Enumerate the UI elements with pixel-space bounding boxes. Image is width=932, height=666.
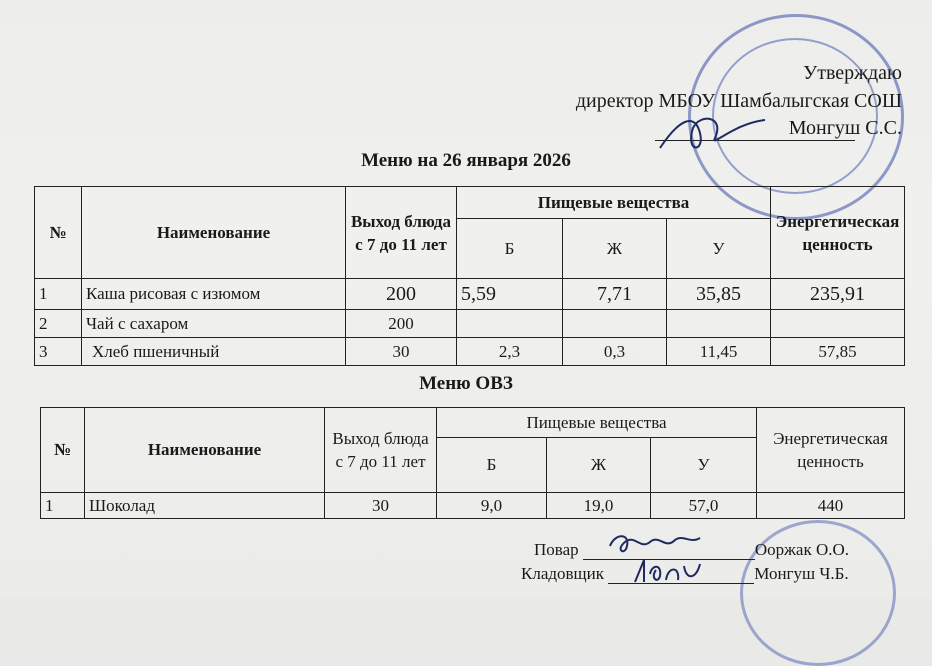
- cell-b: 2,3: [457, 338, 563, 366]
- cell-u: [667, 310, 771, 338]
- header-zh: Ж: [547, 438, 651, 493]
- cell-zh: 7,71: [563, 279, 667, 310]
- header-name: Наименование: [82, 187, 346, 279]
- cell-num: 1: [41, 493, 85, 519]
- menu-table: [34, 186, 905, 366]
- approval-line-2: директор МБОУ Шамбалыгская СОШ: [575, 90, 902, 112]
- cell-name: Хлеб пшеничный: [82, 338, 346, 366]
- cell-zh: 19,0: [547, 493, 651, 519]
- table-row: [41, 493, 905, 519]
- approval-line-1: Утверждаю: [803, 62, 902, 84]
- cook-name: Ооржак О.О.: [754, 540, 850, 559]
- table-row: [35, 279, 905, 310]
- ovz-menu-title: Меню ОВЗ: [419, 373, 513, 394]
- header-b: Б: [457, 219, 563, 279]
- header-energy: Энергетическая ценность: [771, 187, 905, 279]
- header-name: Наименование: [85, 408, 325, 493]
- header-num: №: [41, 408, 85, 493]
- header-nutrients: Пищевые вещества: [437, 408, 757, 438]
- header-nutrients: Пищевые вещества: [457, 187, 771, 219]
- cell-energy: 57,85: [771, 338, 905, 366]
- cell-name: Чай с сахаром: [82, 310, 346, 338]
- storekeeper-label: Кладовщик: [521, 564, 604, 583]
- cell-b: 9,0: [437, 493, 547, 519]
- cook-label: Повар: [534, 540, 579, 559]
- table-row: [35, 310, 905, 338]
- header-zh: Ж: [563, 219, 667, 279]
- cell-name: Шоколад: [85, 493, 325, 519]
- cell-yield: 30: [325, 493, 437, 519]
- cell-energy: [771, 310, 905, 338]
- header-yield: Выход блюда с 7 до 11 лет: [325, 408, 437, 493]
- cell-num: 2: [35, 310, 82, 338]
- table-row: [35, 338, 905, 366]
- cell-b: 5,59: [457, 279, 563, 310]
- cell-name: Каша рисовая с изюмом: [82, 279, 346, 310]
- header-energy: Энергетическая ценность: [757, 408, 905, 493]
- cell-b: [457, 310, 563, 338]
- ovz-menu-table: [40, 407, 905, 519]
- cell-yield: 200: [346, 279, 457, 310]
- cell-zh: 0,3: [563, 338, 667, 366]
- menu-title: Меню на 26 января 2026: [361, 150, 571, 171]
- cell-energy: 440: [757, 493, 905, 519]
- header-yield: Выход блюда с 7 до 11 лет: [346, 187, 457, 279]
- cell-energy: 235,91: [771, 279, 905, 310]
- cell-num: 3: [35, 338, 82, 366]
- cell-u: 35,85: [667, 279, 771, 310]
- cell-num: 1: [35, 279, 82, 310]
- cell-u: 11,45: [667, 338, 771, 366]
- header-num: №: [35, 187, 82, 279]
- header-u: У: [667, 219, 771, 279]
- approval-line-3: Монгуш С.С.: [788, 117, 902, 139]
- cell-u: 57,0: [651, 493, 757, 519]
- cell-yield: 200: [346, 310, 457, 338]
- header-b: Б: [437, 438, 547, 493]
- header-u: У: [651, 438, 757, 493]
- cell-yield: 30: [346, 338, 457, 366]
- cell-zh: [563, 310, 667, 338]
- storekeeper-name: Монгуш Ч.Б.: [754, 564, 849, 583]
- storekeeper-signature: [630, 552, 710, 588]
